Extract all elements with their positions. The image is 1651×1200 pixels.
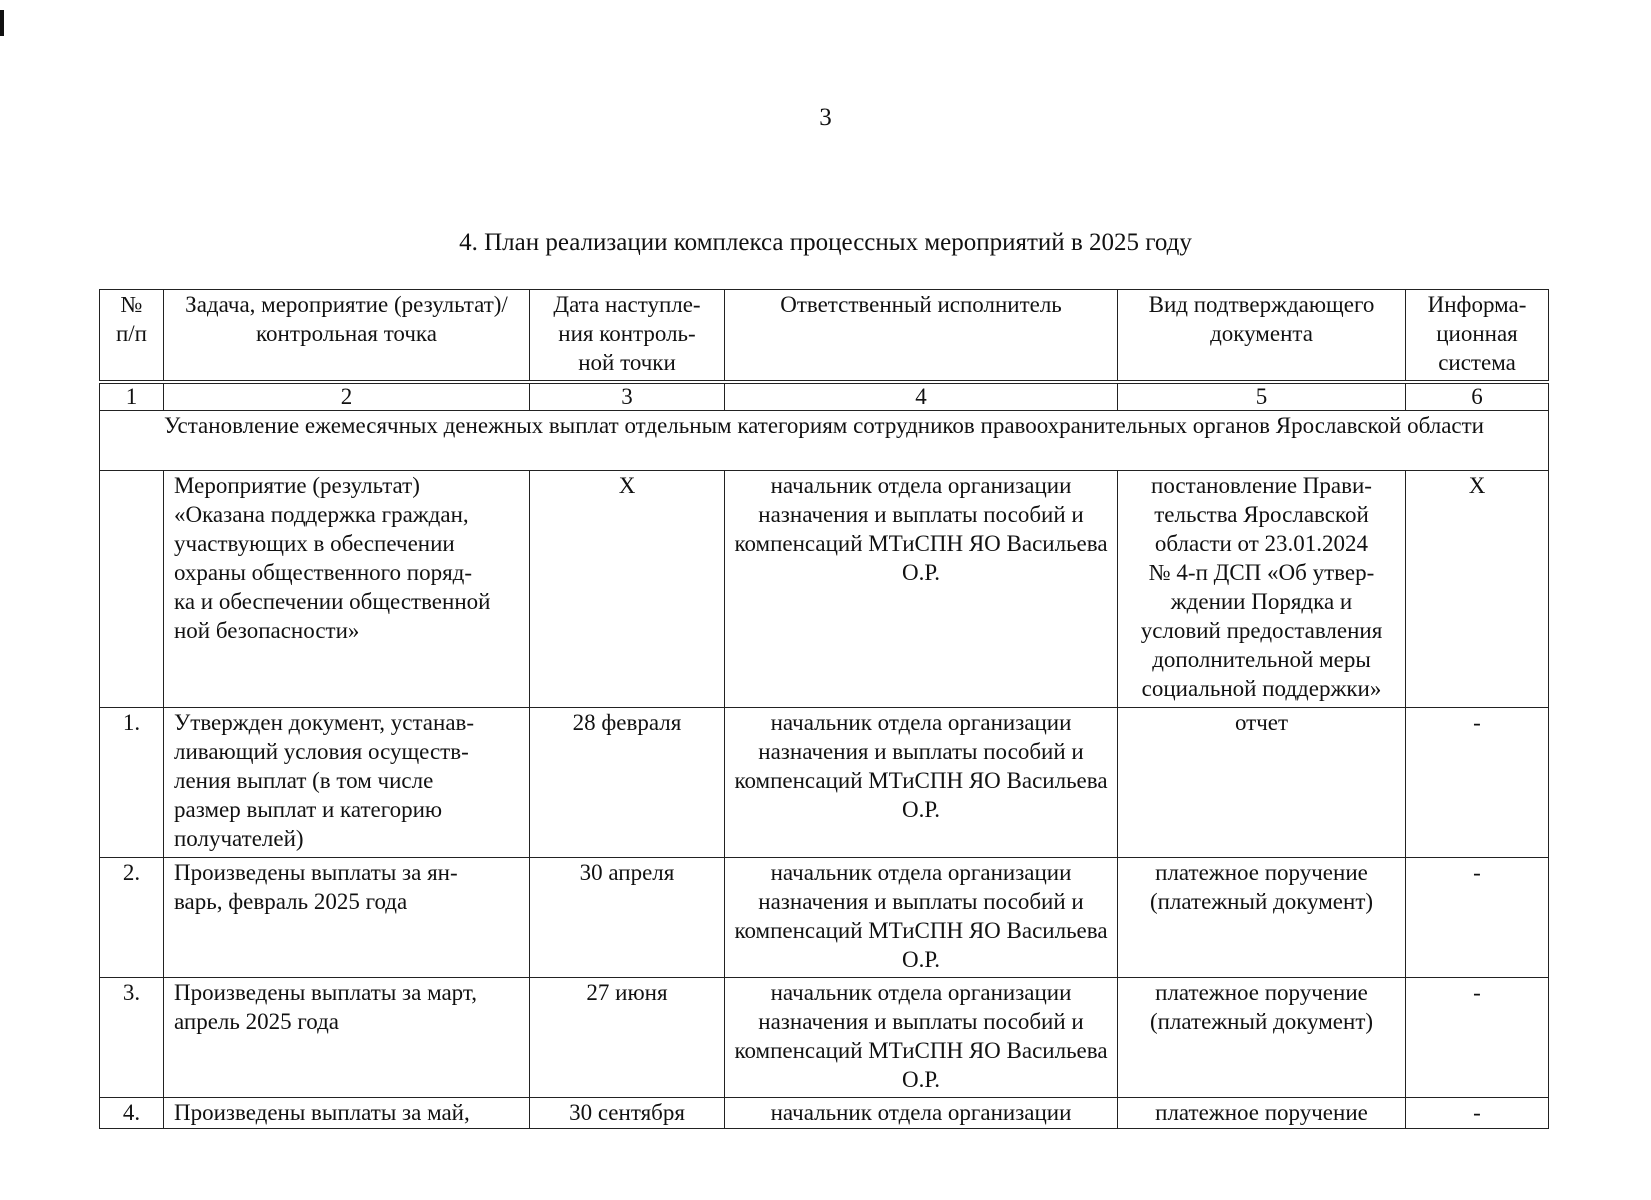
section-row — [100, 410, 1549, 470]
system-cell: - — [1406, 977, 1549, 1097]
column-number: 3 — [530, 382, 725, 411]
executor-cell: начальник отдела организации назначения и выплаты пособий и компенсаций МТиСПН ЯО Васильева О.Р. — [725, 470, 1118, 707]
page-number: 3 — [819, 104, 832, 131]
row-number: 1. — [100, 707, 164, 857]
header-text: № п/п — [115, 292, 147, 346]
row-number — [100, 470, 164, 707]
table-row — [100, 1097, 1549, 1128]
header-text: Дата наступле- ния контроль- ной точки — [553, 292, 701, 375]
column-number: 5 — [1118, 382, 1406, 411]
header-text: Задача, мероприятие (результат)/ контрольная точка — [185, 292, 508, 346]
system-cell: - — [1406, 707, 1549, 857]
executor-cell: начальник отдела организации назначения и выплаты пособий и компенсаций МТиСПН ЯО Васильева О.Р. — [725, 977, 1118, 1097]
header-cell — [100, 290, 164, 382]
column-number: 6 — [1406, 382, 1549, 411]
column-number: 2 — [164, 382, 530, 411]
table-row — [100, 707, 1549, 857]
table-row — [100, 857, 1549, 977]
executor-cell: начальник отдела организации назначения и выплаты пособий и компенсаций МТиСПН ЯО Васильева О.Р. — [725, 707, 1118, 857]
header-text: Вид подтверждающего документа — [1148, 292, 1375, 346]
document-cell: платежное поручение — [1118, 1097, 1406, 1128]
executor-cell: начальник отдела организации — [725, 1097, 1118, 1128]
document-cell: платежное поручение (платежный документ) — [1118, 977, 1406, 1097]
document-cell: отчет — [1118, 707, 1406, 857]
column-number: 4 — [725, 382, 1118, 411]
document-title: 4. План реализации комплекса процессных мероприятий в 2025 году — [459, 229, 1192, 256]
date-cell: X — [530, 470, 725, 707]
system-cell: X — [1406, 470, 1549, 707]
header-cell — [1406, 290, 1549, 382]
header-cell — [1118, 290, 1406, 382]
header-cell — [725, 290, 1118, 382]
system-cell: - — [1406, 857, 1549, 977]
column-number-row — [100, 382, 1549, 411]
date-cell: 30 апреля — [530, 857, 725, 977]
header-cell — [164, 290, 530, 382]
date-cell: 28 февраля — [530, 707, 725, 857]
column-number: 1 — [100, 382, 164, 411]
document-cell: платежное поручение (платежный документ) — [1118, 857, 1406, 977]
header-cell — [530, 290, 725, 382]
document-cell: постановление Прави- тельства Ярославской области от 23.01.2024 № 4-п ДСП «Об утвер- ждении Порядка и условий предоставления дополнительной меры социальной поддержки» — [1118, 470, 1406, 707]
scan-edge-mark — [0, 10, 4, 36]
task-cell: Произведены выплаты за май, — [164, 1097, 530, 1128]
executor-cell: начальник отдела организации назначения и выплаты пособий и компенсаций МТиСПН ЯО Васильева О.Р. — [725, 857, 1118, 977]
header-text: Ответственный исполнитель — [780, 292, 1062, 317]
task-cell: Произведены выплаты за март, апрель 2025 года — [164, 977, 530, 1097]
date-cell: 27 июня — [530, 977, 725, 1097]
section-title: Установление ежемесячных денежных выплат отдельным категориям сотрудников правоохранительных органов Ярославской области — [100, 410, 1549, 470]
task-cell: Произведены выплаты за ян- варь, февраль 2025 года — [164, 857, 530, 977]
row-number: 4. — [100, 1097, 164, 1128]
table-header-row — [100, 290, 1549, 382]
system-cell: - — [1406, 1097, 1549, 1128]
header-text: Информа- ционная система — [1427, 292, 1527, 375]
table-row — [100, 470, 1549, 707]
task-cell: Мероприятие (результат) «Оказана поддержка граждан, участвующих в обеспечении охраны общественного поряд- ка и обеспечении общественной ной безопасности» — [164, 470, 530, 707]
row-number: 2. — [100, 857, 164, 977]
row-number: 3. — [100, 977, 164, 1097]
task-cell: Утвержден документ, устанав- ливающий условия осуществ- ления выплат (в том числе размер выплат и категорию получателей) — [164, 707, 530, 857]
plan-table — [99, 289, 1549, 1129]
date-cell: 30 сентября — [530, 1097, 725, 1128]
table-row — [100, 977, 1549, 1097]
